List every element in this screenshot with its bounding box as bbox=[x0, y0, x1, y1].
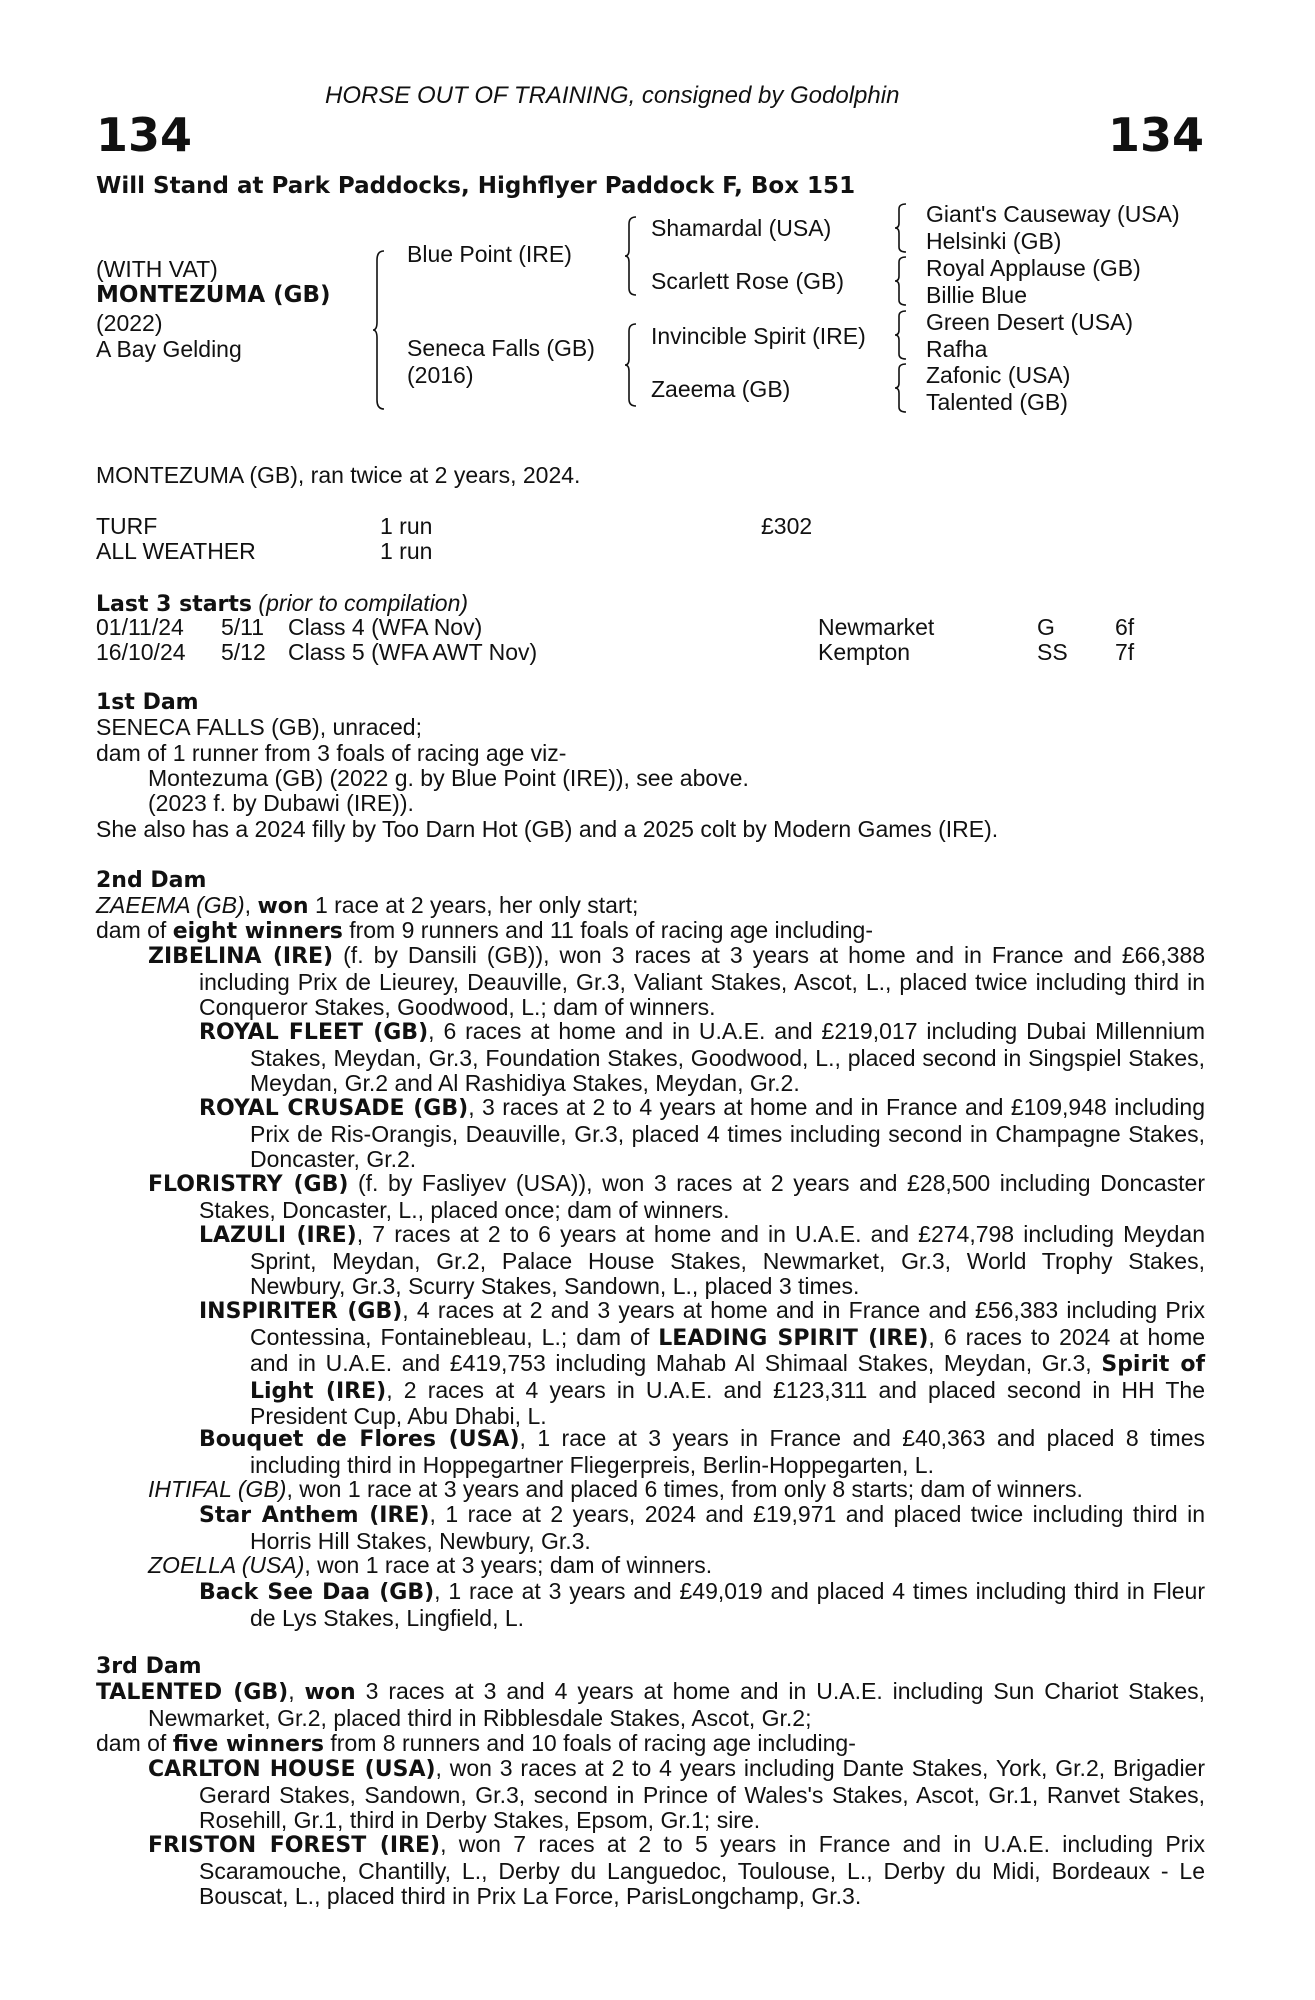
start-date: 01/11/24 bbox=[96, 614, 184, 640]
produce-zibelina bbox=[148, 943, 1205, 1021]
record-prize-turf: £302 bbox=[761, 513, 813, 539]
lot-number-right: 134 bbox=[1107, 108, 1204, 162]
zoella-name: ZOELLA (USA) bbox=[148, 1552, 305, 1578]
floristry-name: FLORISTRY (GB) bbox=[148, 1172, 349, 1197]
talented-record: 3 races at 3 and 4 years at home and in U.A.E. including Sun Chariot Stakes, Newmarket, Gr.2, placed third in Ribblesdale Stakes, Ascot, Gr.2; bbox=[148, 1678, 1205, 1731]
third-dam-produce bbox=[96, 1731, 856, 1758]
first-dam-line: dam of 1 runner from 3 foals of racing age viz- bbox=[96, 740, 567, 766]
friston-forest-name: FRISTON FOREST (IRE) bbox=[148, 1833, 441, 1858]
race-summary: MONTEZUMA (GB), ran twice at 2 years, 2024. bbox=[96, 462, 581, 488]
pedigree-g7: Zafonic (USA) bbox=[926, 362, 1071, 388]
pedigree-brace-dam bbox=[624, 323, 638, 407]
lot-number-left: 134 bbox=[96, 108, 193, 162]
winners-count: five winners bbox=[172, 1732, 325, 1757]
pedigree-brace-g2 bbox=[894, 256, 908, 306]
royal-fleet-name: ROYAL FLEET (GB) bbox=[199, 1020, 429, 1045]
start-distance: 6f bbox=[1115, 614, 1135, 640]
produce-bouquet-de-flores bbox=[199, 1426, 1205, 1478]
back-see-daa-record: , 1 race at 3 years and £49,019 and placed 4 times including third in Fleur de Lys Stakes, Lingfield, L. bbox=[250, 1578, 1206, 1631]
back-see-daa-name: Back See Daa (GB) bbox=[199, 1580, 435, 1605]
second-dam-won: won bbox=[257, 894, 309, 919]
produce-floristry bbox=[148, 1171, 1205, 1223]
start-race: Class 5 (WFA AWT Nov) bbox=[288, 639, 538, 665]
carlton-house-name: CARLTON HOUSE (USA) bbox=[148, 1757, 436, 1782]
pedigree-brace-g3 bbox=[894, 310, 908, 360]
third-dam-intro: TALENTED (GB), won 3 races at 3 and 4 years at home and in U.A.E. including Sun Chariot Stakes, Newmarket, Gr.2, placed third in Ribblesdale Stakes, Ascot, Gr.2; bbox=[96, 1678, 1205, 1731]
produce-ihtifal bbox=[148, 1477, 1205, 1503]
start-going: G bbox=[1037, 614, 1055, 640]
dam-of-text: dam of bbox=[96, 1730, 167, 1756]
last-starts-heading bbox=[96, 590, 468, 617]
pedigree-g6: Rafha bbox=[926, 336, 988, 362]
royal-fleet-record: , 6 races at home and in U.A.E. and £219,017 including Dubai Millennium Stakes, Meydan, Gr.3, Foundation Stakes, Goodwood, L., placed second in Singspiel Stakes, Meydan, Gr.2 and Al Rashidiya Stakes, Meydan, Gr.2. bbox=[250, 1018, 1206, 1096]
pedigree-sire-sire: Shamardal (USA) bbox=[651, 215, 832, 241]
leading-spirit-record: , 6 races to 2024 at home and in U.A.E. and £419,753 including Mahab Al Shimaal Stakes, Meydan, Gr.3, bbox=[250, 1323, 1206, 1376]
zoella-record: , won 1 race at 3 years; dam of winners. bbox=[304, 1552, 713, 1578]
consignment-header: HORSE OUT OF TRAINING, consigned by Godolphin bbox=[325, 82, 900, 109]
pedigree-dam-year: (2016) bbox=[407, 362, 474, 388]
ihtifal-record: , won 1 race at 3 years and placed 6 times, from only 8 starts; dam of winners. bbox=[286, 1476, 1083, 1502]
record-surface-aw: ALL WEATHER bbox=[96, 538, 256, 564]
first-dam-line: Montezuma (GB) (2022 g. by Blue Point (IRE)), see above. bbox=[148, 765, 749, 791]
pedigree-sire-dam: Scarlett Rose (GB) bbox=[651, 268, 844, 294]
pedigree-g2: Helsinki (GB) bbox=[926, 228, 1062, 254]
horse-description: A Bay Gelding bbox=[96, 336, 242, 362]
record-runs-aw: 1 run bbox=[380, 538, 433, 564]
pedigree-dam: Seneca Falls (GB) bbox=[407, 335, 595, 361]
produce-royal-fleet bbox=[199, 1019, 1205, 1097]
horse-name: MONTEZUMA (GB) bbox=[96, 282, 331, 308]
star-anthem-record: , 1 race at 2 years, 2024 and £19,971 and placed twice including third in Horris Hill Stakes, Newbury, Gr.3. bbox=[250, 1501, 1205, 1554]
record-runs-turf: 1 run bbox=[380, 513, 433, 539]
pedigree-g8: Talented (GB) bbox=[926, 389, 1068, 415]
pedigree-brace-main bbox=[372, 250, 386, 410]
star-anthem-name: Star Anthem (IRE) bbox=[199, 1503, 430, 1528]
second-dam-record: 1 race at 2 years, her only start; bbox=[314, 892, 639, 918]
first-dam-line: (2023 f. by Dubawi (IRE)). bbox=[148, 790, 414, 816]
start-race: Class 4 (WFA Nov) bbox=[288, 614, 483, 640]
floristry-record: (f. by Fasliyev (USA)), won 3 races at 2 years and £28,500 including Doncaster Stakes, Doncaster, L., placed once; dam of winners. bbox=[199, 1170, 1205, 1223]
pedigree-dam-sire: Invincible Spirit (IRE) bbox=[651, 323, 866, 349]
record-surface-turf: TURF bbox=[96, 513, 158, 539]
first-dam-line: SENECA FALLS (GB), unraced; bbox=[96, 714, 422, 740]
produce-back-see-daa bbox=[199, 1579, 1205, 1631]
stabling-location: Will Stand at Park Paddocks, Highflyer Paddock F, Box 151 bbox=[96, 173, 856, 199]
friston-forest-record: , won 7 races at 2 to 5 years in France and in U.A.E. including Prix Scaramouche, Chantilly, L., Derby du Languedoc, Toulouse, L., Derby du Midi, Bordeaux - Le Bouscat, L., placed third in Prix La Force, ParisLongchamp, Gr.3. bbox=[199, 1831, 1205, 1909]
winners-count: eight winners bbox=[172, 919, 343, 944]
carlton-house-record: , won 3 races at 2 to 4 years including Dante Stakes, York, Gr.2, Brigadier Gerard Stakes, Sandown, Gr.3, second in Prince of Wales's Stakes, Ascot, Gr.1, Ranvet Stakes, Rosehill, Gr.1, third in Derby Stakes, Epsom, Gr.1; sire. bbox=[199, 1755, 1206, 1833]
ihtifal-name: IHTIFAL (GB) bbox=[148, 1476, 287, 1502]
leading-spirit-name: LEADING SPIRIT (IRE) bbox=[658, 1325, 929, 1351]
bouquet-record: , 1 race at 3 years in France and £40,363 and placed 8 times including third in Hoppegartner Fliegerpreis, Berlin-Hoppegarten, L. bbox=[250, 1425, 1206, 1478]
produce-detail: from 9 runners and 11 foals of racing age including- bbox=[349, 917, 873, 943]
pedigree-g1: Giant's Causeway (USA) bbox=[926, 201, 1180, 227]
produce-carlton-house bbox=[148, 1756, 1205, 1834]
royal-crusade-name: ROYAL CRUSADE (GB) bbox=[199, 1096, 469, 1121]
pedigree-g3: Royal Applause (GB) bbox=[926, 255, 1141, 281]
inspiriter-name: INSPIRITER (GB) bbox=[199, 1299, 403, 1324]
first-dam-heading: 1st Dam bbox=[96, 690, 199, 715]
last-starts-title: Last 3 starts bbox=[96, 592, 253, 617]
last-starts-note: (prior to compilation) bbox=[258, 590, 469, 616]
produce-inspiriter bbox=[199, 1298, 1205, 1430]
produce-zoella bbox=[148, 1553, 1205, 1579]
start-course: Newmarket bbox=[818, 614, 935, 640]
produce-lazuli bbox=[199, 1222, 1205, 1300]
start-position: 5/12 bbox=[221, 639, 266, 665]
pedigree-sire: Blue Point (IRE) bbox=[407, 241, 572, 267]
start-date: 16/10/24 bbox=[96, 639, 186, 665]
pedigree-g4: Billie Blue bbox=[926, 282, 1027, 308]
royal-crusade-record: , 3 races at 2 to 4 years at home and in France and £109,948 including Prix de Ris-Orangis, Deauville, Gr.3, placed 4 times including second in Champagne Stakes, Doncaster, Gr.2. bbox=[250, 1094, 1205, 1172]
inspiriter-record: , 4 races at 2 and 3 years at home and in France and £56,383 including Prix Contessina, Fontainebleau, L.; dam of bbox=[250, 1297, 1205, 1350]
pedigree-dam-dam: Zaeema (GB) bbox=[651, 376, 791, 402]
second-dam-intro: ZAEEMA (GB), won 1 race at 2 years, her only start; bbox=[96, 892, 639, 919]
produce-royal-crusade bbox=[199, 1095, 1205, 1173]
start-going: SS bbox=[1037, 639, 1068, 665]
vat-note: (WITH VAT) bbox=[96, 256, 218, 282]
start-course: Kempton bbox=[818, 639, 911, 665]
pedigree-brace-g1 bbox=[894, 203, 908, 253]
produce-friston-forest bbox=[148, 1832, 1205, 1910]
first-dam-line: She also has a 2024 filly by Too Darn Hot (GB) and a 2025 colt by Modern Games (IRE). bbox=[96, 816, 999, 842]
pedigree-brace-g4 bbox=[894, 363, 908, 413]
dam-of-text: dam of bbox=[96, 917, 167, 943]
produce-star-anthem bbox=[199, 1502, 1205, 1554]
lazuli-name: LAZULI (IRE) bbox=[199, 1223, 357, 1248]
start-distance: 7f bbox=[1115, 639, 1135, 665]
zibelina-name: ZIBELINA (IRE) bbox=[148, 944, 334, 969]
pedigree-g5: Green Desert (USA) bbox=[926, 309, 1134, 335]
second-dam-produce bbox=[96, 918, 873, 945]
talented-won: won bbox=[304, 1680, 356, 1705]
lazuli-record: , 7 races at 2 to 6 years at home and in U.A.E. and £274,798 including Meydan Sprint, Meydan, Gr.2, Palace House Stakes, Newmarket, Gr.3, World Trophy Stakes, Newbury, Gr.3, Scurry Stakes, Sandown, L., placed 3 times. bbox=[250, 1221, 1205, 1299]
spirit-of-light-record: , 2 races at 4 years in U.A.E. and £123,311 and placed second in HH The President Cup, Abu Dhabi, L. bbox=[250, 1376, 1205, 1429]
second-dam-heading: 2nd Dam bbox=[96, 868, 207, 893]
third-dam-heading: 3rd Dam bbox=[96, 1654, 202, 1679]
talented-name: TALENTED (GB) bbox=[96, 1680, 289, 1705]
pedigree-brace-sire bbox=[624, 216, 638, 296]
spirit-of-light-name: Spirit of Light (IRE) bbox=[250, 1352, 1206, 1404]
produce-detail: from 8 runners and 10 foals of racing age including- bbox=[330, 1730, 856, 1756]
second-dam-name: ZAEEMA (GB) bbox=[96, 892, 245, 918]
bouquet-name: Bouquet de Flores (USA) bbox=[199, 1427, 520, 1452]
horse-year: (2022) bbox=[96, 310, 163, 336]
start-position: 5/11 bbox=[221, 614, 265, 640]
zibelina-record: (f. by Dansili (GB)), won 3 races at 3 years at home and in France and £66,388 including Prix de Lieurey, Deauville, Gr.3, Valiant Stakes, Ascot, L., placed twice including third in Conqueror Stakes, Goodwood, L.; dam of winners. bbox=[199, 942, 1206, 1020]
